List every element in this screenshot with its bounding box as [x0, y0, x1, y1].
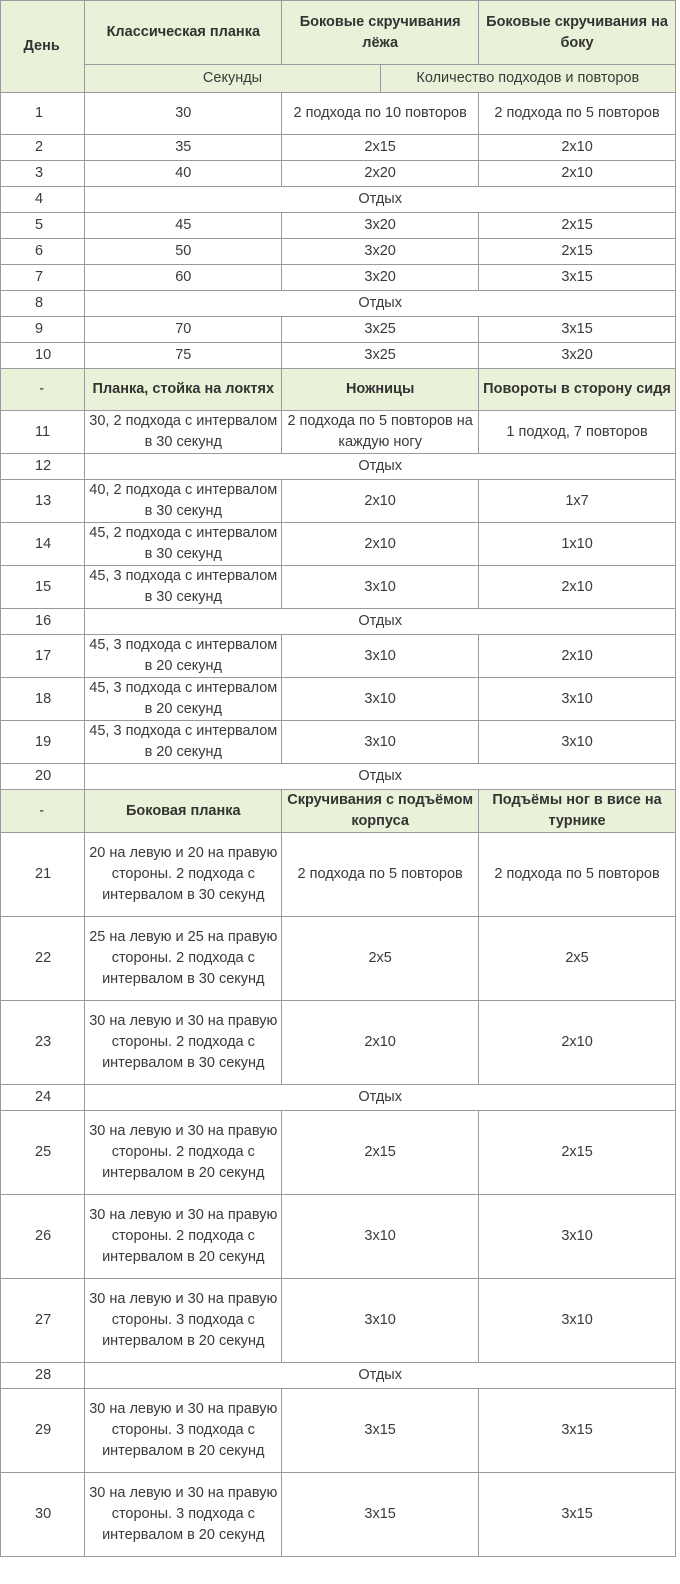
- exercise1-cell: 30 на левую и 30 на правую стороны. 2 подхода с интервалом в 30 секунд: [85, 1001, 282, 1085]
- exercise1-cell: 20 на левую и 20 на правую стороны. 2 подхода с интервалом в 30 секунд: [85, 833, 282, 917]
- rest-cell: Отдых: [85, 454, 676, 480]
- day-cell: 17: [1, 635, 85, 678]
- rest-cell: Отдых: [85, 609, 676, 635]
- exercise3-cell: 2x10: [479, 135, 676, 161]
- day-cell: 14: [1, 523, 85, 566]
- exercise2-cell: 3x10: [282, 721, 479, 764]
- exercise2-cell: 3x15: [282, 1389, 479, 1473]
- exercise1-cell: 45, 3 подхода с интервалом в 20 секунд: [85, 635, 282, 678]
- section-col1: Планка, стойка на локтях: [85, 369, 282, 411]
- day-cell: 28: [1, 1363, 85, 1389]
- exercise2-cell: 2 подхода по 5 повторов: [282, 833, 479, 917]
- day-cell: 22: [1, 917, 85, 1001]
- rest-cell: Отдых: [85, 187, 676, 213]
- exercise2-cell: 2x20: [282, 161, 479, 187]
- exercise2-cell: 3x10: [282, 1195, 479, 1279]
- exercise2-cell: 2x15: [282, 1111, 479, 1195]
- exercise2-cell: 2x10: [282, 523, 479, 566]
- table-row: [1, 411, 676, 454]
- rest-cell: Отдых: [85, 291, 676, 317]
- exercise3-cell: 2x15: [479, 239, 676, 265]
- day-cell: 19: [1, 721, 85, 764]
- rest-cell: Отдых: [85, 1085, 676, 1111]
- exercise3-cell: 3x15: [479, 1473, 676, 1557]
- day-cell: -: [1, 790, 85, 833]
- exercise1-cell: 30 на левую и 30 на правую стороны. 2 подхода с интервалом в 20 секунд: [85, 1195, 282, 1279]
- exercise1-cell: 45: [85, 213, 282, 239]
- day-cell: 3: [1, 161, 85, 187]
- day-cell: 20: [1, 764, 85, 790]
- day-cell: 13: [1, 480, 85, 523]
- table-row: [1, 265, 676, 291]
- exercise3-cell: 2x5: [479, 917, 676, 1001]
- exercise2-cell: 3x15: [282, 1473, 479, 1557]
- exercise3-cell: 1 подход, 7 повторов: [479, 411, 676, 454]
- exercise1-cell: 25 на левую и 25 на правую стороны. 2 подхода с интервалом в 30 секунд: [85, 917, 282, 1001]
- table-row: [1, 1195, 676, 1279]
- table-row: [1, 635, 676, 678]
- day-cell: 27: [1, 1279, 85, 1363]
- day-cell: 10: [1, 343, 85, 369]
- day-cell: 15: [1, 566, 85, 609]
- header-units-row: [1, 65, 676, 93]
- exercise1-cell: 30 на левую и 30 на правую стороны. 3 подхода с интервалом в 20 секунд: [85, 1389, 282, 1473]
- header-col1: Классическая планка: [85, 1, 282, 65]
- exercise1-cell: 30, 2 подхода с интервалом в 30 секунд: [85, 411, 282, 454]
- exercise2-cell: 2 подхода по 10 повторов: [282, 93, 479, 135]
- exercise3-cell: 1x7: [479, 480, 676, 523]
- exercise2-cell: 3x10: [282, 678, 479, 721]
- exercise2-cell: 2x10: [282, 480, 479, 523]
- rest-row: [1, 291, 676, 317]
- table-row: [1, 1389, 676, 1473]
- day-cell: 2: [1, 135, 85, 161]
- table-row: [1, 135, 676, 161]
- day-cell: 16: [1, 609, 85, 635]
- table-row: [1, 721, 676, 764]
- day-cell: 4: [1, 187, 85, 213]
- exercise1-cell: 35: [85, 135, 282, 161]
- day-cell: 24: [1, 1085, 85, 1111]
- exercise3-cell: 3x10: [479, 678, 676, 721]
- exercise3-cell: 3x10: [479, 1279, 676, 1363]
- exercise3-cell: 2 подхода по 5 повторов: [479, 93, 676, 135]
- exercise2-cell: 3x25: [282, 317, 479, 343]
- exercise2-cell: 3x20: [282, 265, 479, 291]
- table-row: [1, 213, 676, 239]
- exercise3-cell: 2x15: [479, 213, 676, 239]
- exercise2-cell: 2 подхода по 5 повторов на каждую ногу: [282, 411, 479, 454]
- day-cell: 8: [1, 291, 85, 317]
- rest-cell: Отдых: [85, 1363, 676, 1389]
- table-row: [1, 1111, 676, 1195]
- day-cell: 30: [1, 1473, 85, 1557]
- exercise1-cell: 75: [85, 343, 282, 369]
- section-header-row: [1, 790, 676, 833]
- exercise1-cell: 45, 2 подхода с интервалом в 30 секунд: [85, 523, 282, 566]
- exercise2-cell: 2x10: [282, 1001, 479, 1085]
- exercise1-cell: 45, 3 подхода с интервалом в 20 секунд: [85, 678, 282, 721]
- header-col3: Боковые скручивания на боку: [479, 1, 676, 65]
- table-row: [1, 93, 676, 135]
- exercise3-cell: 3x15: [479, 265, 676, 291]
- exercise1-cell: 40: [85, 161, 282, 187]
- exercise2-cell: 2x5: [282, 917, 479, 1001]
- section-col2: Скручивания с подъёмом корпуса: [282, 790, 479, 833]
- day-cell: 12: [1, 454, 85, 480]
- header-day: День: [1, 1, 85, 93]
- table-row: [1, 1473, 676, 1557]
- day-cell: 1: [1, 93, 85, 135]
- exercise3-cell: 2x10: [479, 635, 676, 678]
- table-row: [1, 239, 676, 265]
- table-row: [1, 1279, 676, 1363]
- rest-row: [1, 454, 676, 480]
- exercise1-cell: 50: [85, 239, 282, 265]
- exercise3-cell: 3x20: [479, 343, 676, 369]
- header-row: [1, 1, 676, 65]
- rest-row: [1, 1363, 676, 1389]
- exercise3-cell: 2x10: [479, 1001, 676, 1085]
- exercise2-cell: 3x20: [282, 213, 479, 239]
- section-header-row: [1, 369, 676, 411]
- table-row: [1, 833, 676, 917]
- exercise1-cell: 30: [85, 93, 282, 135]
- table-row: [1, 678, 676, 721]
- header-col2: Боковые скручивания лёжа: [282, 1, 479, 65]
- exercise2-cell: 2x15: [282, 135, 479, 161]
- day-cell: 26: [1, 1195, 85, 1279]
- exercise2-cell: 3x10: [282, 566, 479, 609]
- rest-row: [1, 764, 676, 790]
- table-row: [1, 1001, 676, 1085]
- day-cell: 11: [1, 411, 85, 454]
- rest-cell: Отдых: [85, 764, 676, 790]
- rest-row: [1, 1085, 676, 1111]
- day-cell: 7: [1, 265, 85, 291]
- day-cell: 25: [1, 1111, 85, 1195]
- exercise1-cell: 70: [85, 317, 282, 343]
- day-cell: 23: [1, 1001, 85, 1085]
- exercise3-cell: 2 подхода по 5 повторов: [479, 833, 676, 917]
- exercise1-cell: 30 на левую и 30 на правую стороны. 3 подхода с интервалом в 20 секунд: [85, 1279, 282, 1363]
- table-row: [1, 343, 676, 369]
- exercise3-cell: 3x10: [479, 721, 676, 764]
- rest-row: [1, 609, 676, 635]
- table-row: [1, 917, 676, 1001]
- day-cell: 21: [1, 833, 85, 917]
- exercise1-cell: 45, 3 подхода с интервалом в 20 секунд: [85, 721, 282, 764]
- exercise2-cell: 3x10: [282, 1279, 479, 1363]
- table-row: [1, 480, 676, 523]
- rest-row: [1, 187, 676, 213]
- day-cell: 18: [1, 678, 85, 721]
- exercise1-cell: 40, 2 подхода с интервалом в 30 секунд: [85, 480, 282, 523]
- exercise3-cell: 2x10: [479, 566, 676, 609]
- exercise1-cell: 30 на левую и 30 на правую стороны. 3 подхода с интервалом в 20 секунд: [85, 1473, 282, 1557]
- table-row: [1, 566, 676, 609]
- section-col3: Подъёмы ног в висе на турнике: [479, 790, 676, 833]
- exercise3-cell: 3x10: [479, 1195, 676, 1279]
- table-row: [1, 317, 676, 343]
- exercise3-cell: 1x10: [479, 523, 676, 566]
- exercise2-cell: 3x10: [282, 635, 479, 678]
- exercise3-cell: 2x15: [479, 1111, 676, 1195]
- exercise3-cell: 3x15: [479, 1389, 676, 1473]
- day-cell: -: [1, 369, 85, 411]
- exercise2-cell: 3x20: [282, 239, 479, 265]
- header-unit-seconds: Секунды: [85, 65, 380, 93]
- day-cell: 6: [1, 239, 85, 265]
- exercise3-cell: 2x10: [479, 161, 676, 187]
- exercise3-cell: 3x15: [479, 317, 676, 343]
- exercise1-cell: 45, 3 подхода с интервалом в 30 секунд: [85, 566, 282, 609]
- section-col1: Боковая планка: [85, 790, 282, 833]
- day-cell: 5: [1, 213, 85, 239]
- section-col3: Повороты в сторону сидя: [479, 369, 676, 411]
- day-cell: 29: [1, 1389, 85, 1473]
- exercise1-cell: 60: [85, 265, 282, 291]
- section-col2: Ножницы: [282, 369, 479, 411]
- table-row: [1, 523, 676, 566]
- header-unit-sets: Количество подходов и повторов: [380, 65, 675, 93]
- table-row: [1, 161, 676, 187]
- exercise1-cell: 30 на левую и 30 на правую стороны. 2 подхода с интервалом в 20 секунд: [85, 1111, 282, 1195]
- day-cell: 9: [1, 317, 85, 343]
- exercise2-cell: 3x25: [282, 343, 479, 369]
